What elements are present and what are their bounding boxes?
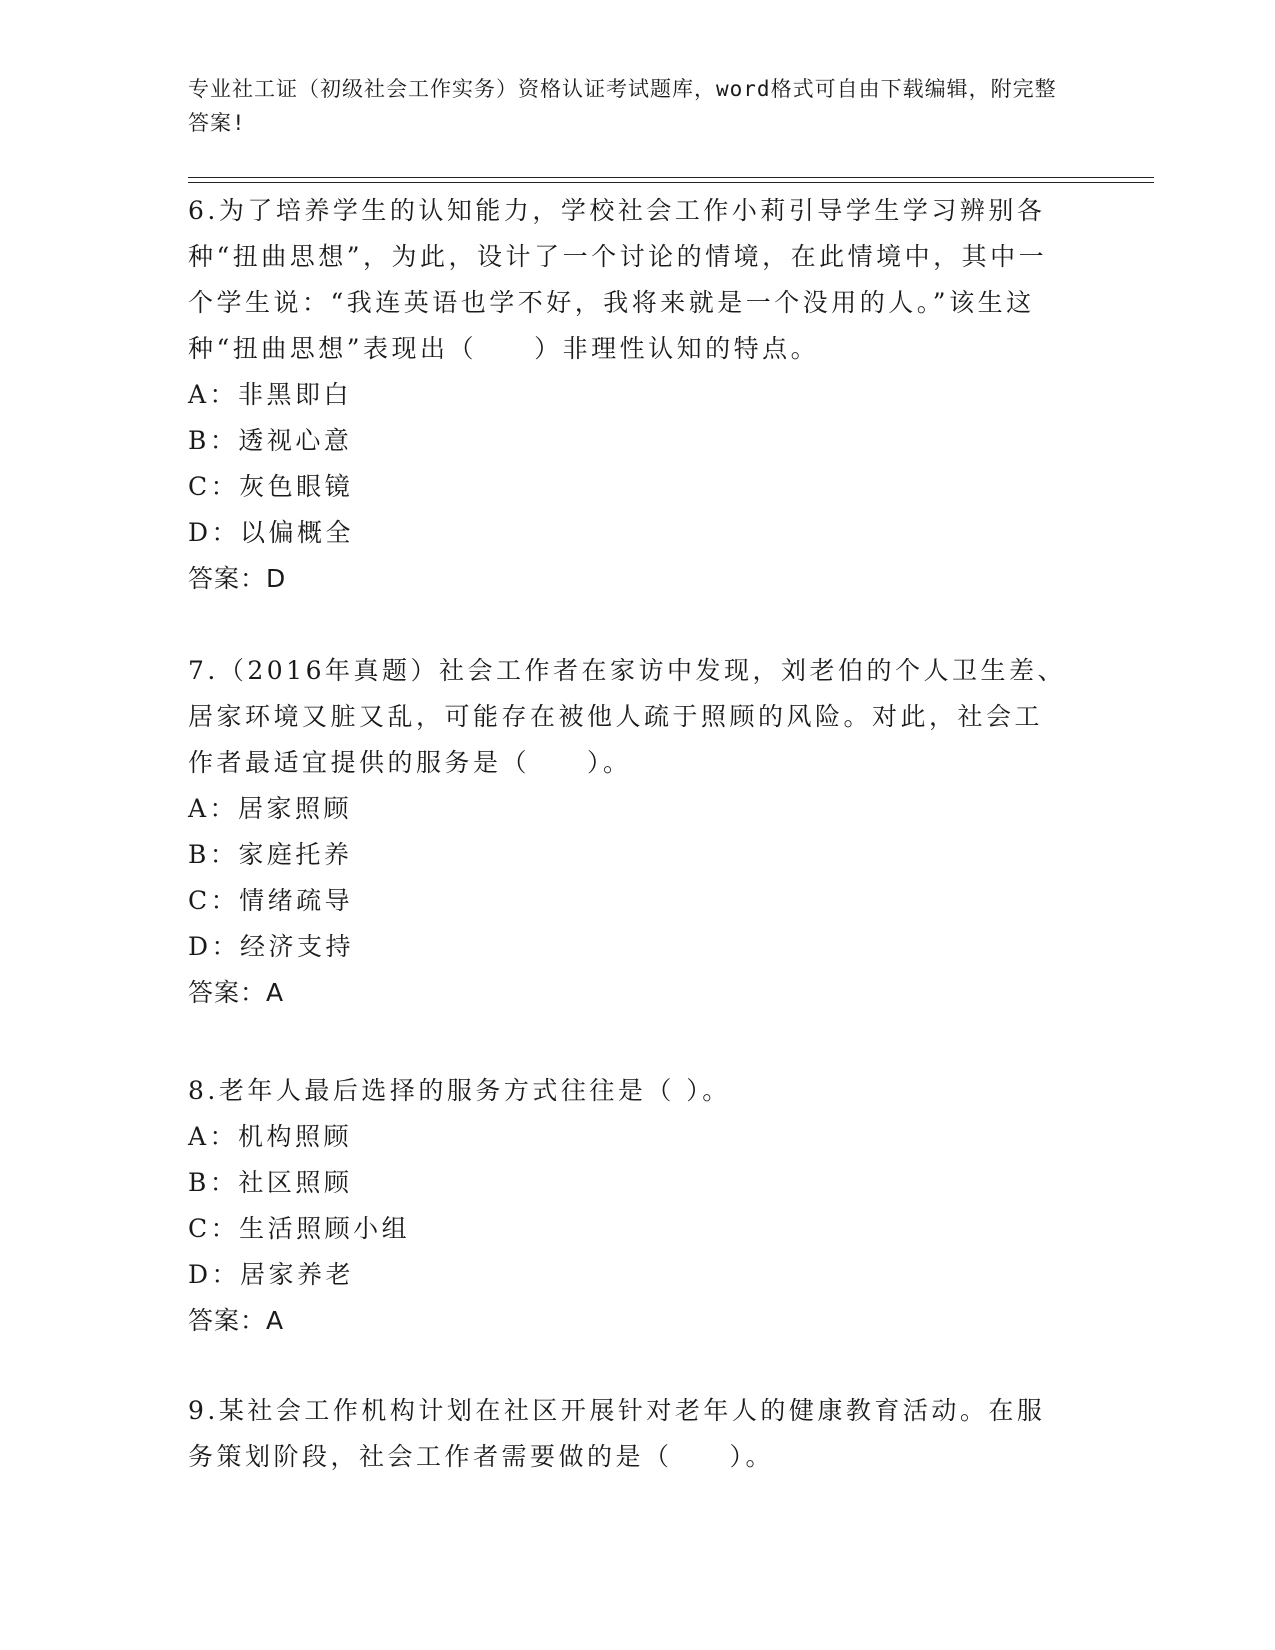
option-c: C：情绪疏导 xyxy=(188,886,354,915)
question-8 xyxy=(188,1068,1068,1344)
answer-line: 答案：D xyxy=(188,564,287,593)
question-stem: 7.（2016年真题）社会工作者在家访中发现，刘老伯的个人卫生差、居家环境又脏又乱，可能存在被他人疏于照顾的风险。对此，社会工作者最适宜提供的服务是（ ）。 xyxy=(188,656,1066,777)
document-header xyxy=(188,72,1058,140)
option-b: B：透视心意 xyxy=(188,426,353,455)
question-9 xyxy=(188,1388,1068,1480)
header-title: 专业社工证（初级社会工作实务）资格认证考试题库，word格式可自由下载编辑，附完整答案! xyxy=(188,77,1057,135)
question-stem: 8.老年人最后选择的服务方式往往是（ ）。 xyxy=(188,1076,731,1105)
option-b: B：社区照顾 xyxy=(188,1168,353,1197)
option-d: D：居家养老 xyxy=(188,1260,355,1289)
option-c: C：生活照顾小组 xyxy=(188,1214,411,1243)
option-b: B：家庭托养 xyxy=(188,840,353,869)
option-d: D：以偏概全 xyxy=(188,518,355,547)
answer-line: 答案：A xyxy=(188,1306,285,1335)
option-d: D：经济支持 xyxy=(188,932,355,961)
question-stem: 9.某社会工作机构计划在社区开展针对老年人的健康教育活动。在服务策划阶段，社会工作者需要做的是（ ）。 xyxy=(188,1396,1046,1471)
header-divider-top xyxy=(188,177,1154,178)
option-a: A：居家照顾 xyxy=(188,794,353,823)
question-stem: 6.为了培养学生的认知能力，学校社会工作小莉引导学生学习辨别各种“扭曲思想”，为此，设计了一个讨论的情境，在此情境中，其中一个学生说：“我连英语也学不好，我将来就是一个没用的人。”该生这种“扭曲思想”表现出（ ）非理性认知的特点。 xyxy=(188,196,1048,363)
header-divider-bottom xyxy=(188,182,1154,183)
question-6 xyxy=(188,188,1068,602)
question-7 xyxy=(188,648,1068,1016)
option-c: C：灰色眼镜 xyxy=(188,472,354,501)
option-a: A：机构照顾 xyxy=(188,1122,353,1151)
option-a: A：非黑即白 xyxy=(188,380,353,409)
answer-line: 答案：A xyxy=(188,978,285,1007)
